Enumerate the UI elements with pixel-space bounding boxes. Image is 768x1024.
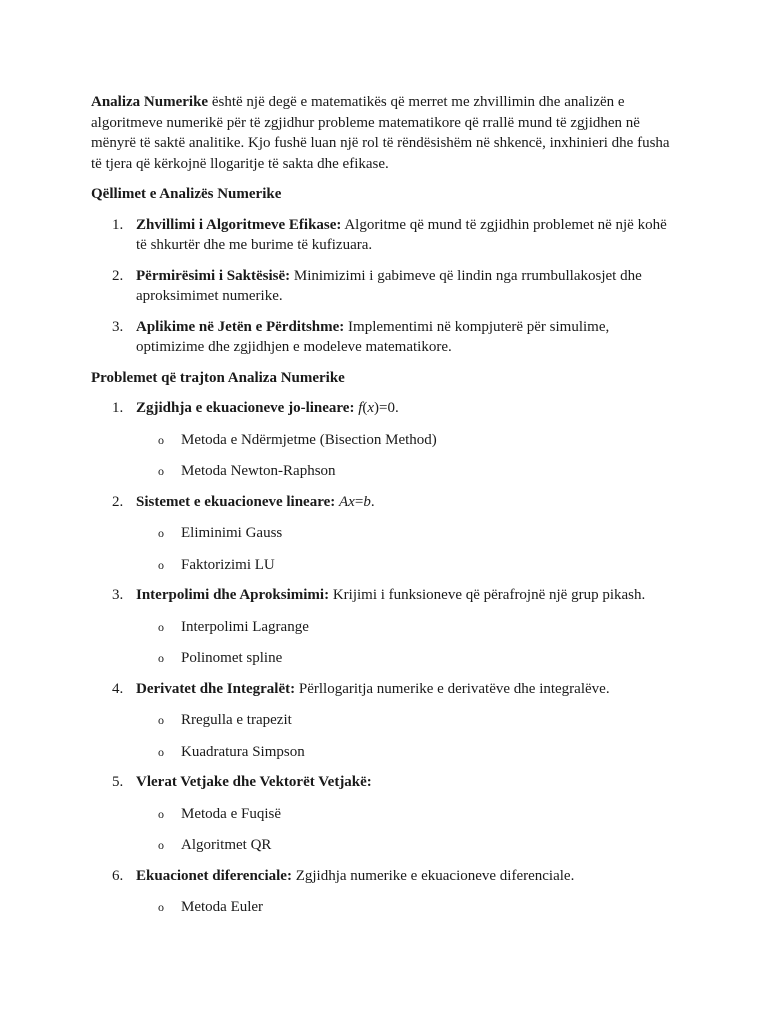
formula-end: . — [370, 493, 375, 510]
sub-item — [136, 710, 681, 731]
problem-number: 6. — [112, 867, 124, 884]
sub-item — [136, 804, 681, 825]
sub-item — [136, 430, 681, 451]
sub-item — [136, 742, 681, 763]
problem-title: Ekuacionet diferenciale: — [136, 867, 292, 884]
problem-title: Derivatet dhe Integralët: — [136, 680, 296, 697]
problem-number: 2. — [112, 493, 124, 510]
goal-title: Aplikime në Jetën e Përditshme: — [136, 318, 345, 335]
bullet-marker: o — [158, 900, 164, 914]
sub-item — [136, 461, 681, 482]
problem-sublist — [136, 430, 681, 482]
sub-item-text: Metoda e Fuqisë — [181, 805, 281, 822]
formula-variable: x — [367, 400, 375, 416]
bullet-marker: o — [158, 526, 164, 540]
problem-number: 3. — [112, 587, 124, 603]
problem-text: Përllogaritja numerike e derivatëve dhe integralëve. — [295, 680, 610, 697]
problem-item — [91, 679, 681, 763]
goal-number: 3. — [112, 318, 124, 335]
sub-item — [136, 648, 681, 669]
problem-number: 4. — [112, 680, 124, 697]
sub-item-text: Metoda Euler — [181, 899, 264, 915]
goal-text: Algoritme që mund të zgjidhin problemet në një kohë të shkurtër dhe me burime të kufizuara. — [136, 216, 667, 253]
goal-title: Zhvillimi i Algoritmeve Efikase: — [136, 216, 342, 233]
bullet-marker: o — [158, 619, 164, 634]
problem-text: Krijimi i funksioneve që përafrojnë një grup pikash. — [329, 587, 646, 603]
goals-list — [91, 215, 681, 358]
goal-text: Implementimi në kompjuterë për simulime, optimizime dhe zgjidhjen e modeleve matematikore. — [136, 318, 610, 355]
problem-number: 1. — [112, 400, 124, 416]
sub-item-text: Faktorizimi LU — [181, 556, 275, 573]
bullet-marker: o — [158, 557, 164, 572]
formula-equals: = — [354, 493, 364, 510]
problem-number: 5. — [112, 774, 124, 790]
bullet-marker: o — [158, 432, 164, 447]
goal-item — [91, 215, 681, 256]
problem-title: Sistemet e ekuacioneve lineare: — [136, 493, 336, 510]
problem-item — [91, 398, 681, 482]
intro-paragraph — [91, 92, 681, 174]
bullet-marker: o — [158, 464, 164, 478]
problem-sublist — [136, 804, 681, 856]
sub-item-text: Interpolimi Lagrange — [181, 618, 309, 635]
bullet-marker: o — [158, 713, 164, 727]
formula-rest: =0. — [379, 400, 399, 416]
sub-item — [136, 523, 681, 544]
sub-item-text: Kuadratura Simpson — [181, 743, 305, 760]
problem-sublist — [136, 897, 681, 918]
goals-heading: Qëllimet e Analizës Numerike — [91, 186, 282, 202]
problem-item — [91, 492, 681, 576]
goal-title: Përmirësimi i Saktësisë: — [136, 267, 291, 284]
sub-item-text: Algoritmet QR — [181, 837, 272, 853]
sub-item — [136, 617, 681, 638]
goal-text: Minimizimi i gabimeve që lindin nga rrumbullakosjet dhe aproksimimet numerike. — [136, 267, 642, 304]
intro-text: është një degë e matematikës që merret me zhvillimin dhe analizën e algoritmeve numerikë për të zgjidhur probleme matematikore që rrallë mund të zgjidhen në mënyrë të saktë analitike. Kjo fushë luan një rol të rëndësishëm në shkencë, inxhinieri dhe fusha të tjera që kërkojnë llogaritje të sakta dhe efikase. — [91, 94, 670, 172]
problem-sublist — [136, 617, 681, 669]
problem-title: Vlerat Vetjake dhe Vektorët Vetjakë: — [136, 774, 372, 790]
document-page — [91, 92, 681, 928]
sub-item — [136, 555, 681, 576]
formula-linear — [339, 494, 375, 510]
sub-item-text: Polinomet spline — [181, 650, 283, 666]
sub-item-text: Metoda Newton-Raphson — [181, 463, 336, 479]
problems-heading: Problemet që trajton Analiza Numerike — [91, 369, 345, 386]
problem-text: Zgjidhja numerike e ekuacioneve diferenciale. — [291, 867, 575, 884]
bullet-marker: o — [158, 651, 164, 665]
problem-sublist — [136, 710, 681, 762]
problem-sublist — [136, 523, 681, 575]
problems-list — [91, 398, 681, 918]
formula-nonlinear: f(x)=0. — [358, 400, 399, 416]
sub-item — [136, 835, 681, 856]
bullet-marker: o — [158, 838, 164, 852]
problem-item — [91, 866, 681, 918]
formula-lhs: Ax — [339, 493, 355, 510]
sub-item — [136, 897, 681, 918]
goal-item — [91, 317, 681, 358]
formula-function: f — [358, 400, 363, 416]
sub-item-text: Eliminimi Gauss — [181, 525, 283, 541]
goal-item — [91, 266, 681, 307]
problem-item — [91, 585, 681, 669]
intro-term: Analiza Numerike — [91, 94, 209, 110]
goal-number: 2. — [112, 267, 124, 284]
sub-item-text: Rregulla e trapezit — [181, 712, 292, 728]
problem-title: Zgjidhja e ekuacioneve jo-lineare: — [136, 400, 355, 416]
goal-number: 1. — [112, 216, 124, 233]
problem-item — [91, 772, 681, 856]
bullet-marker: o — [158, 806, 164, 821]
sub-item-text: Metoda e Ndërmjetme (Bisection Method) — [181, 431, 437, 448]
problem-title: Interpolimi dhe Aproksimimi: — [136, 587, 330, 603]
formula-rhs: b — [363, 493, 371, 510]
bullet-marker: o — [158, 744, 164, 759]
